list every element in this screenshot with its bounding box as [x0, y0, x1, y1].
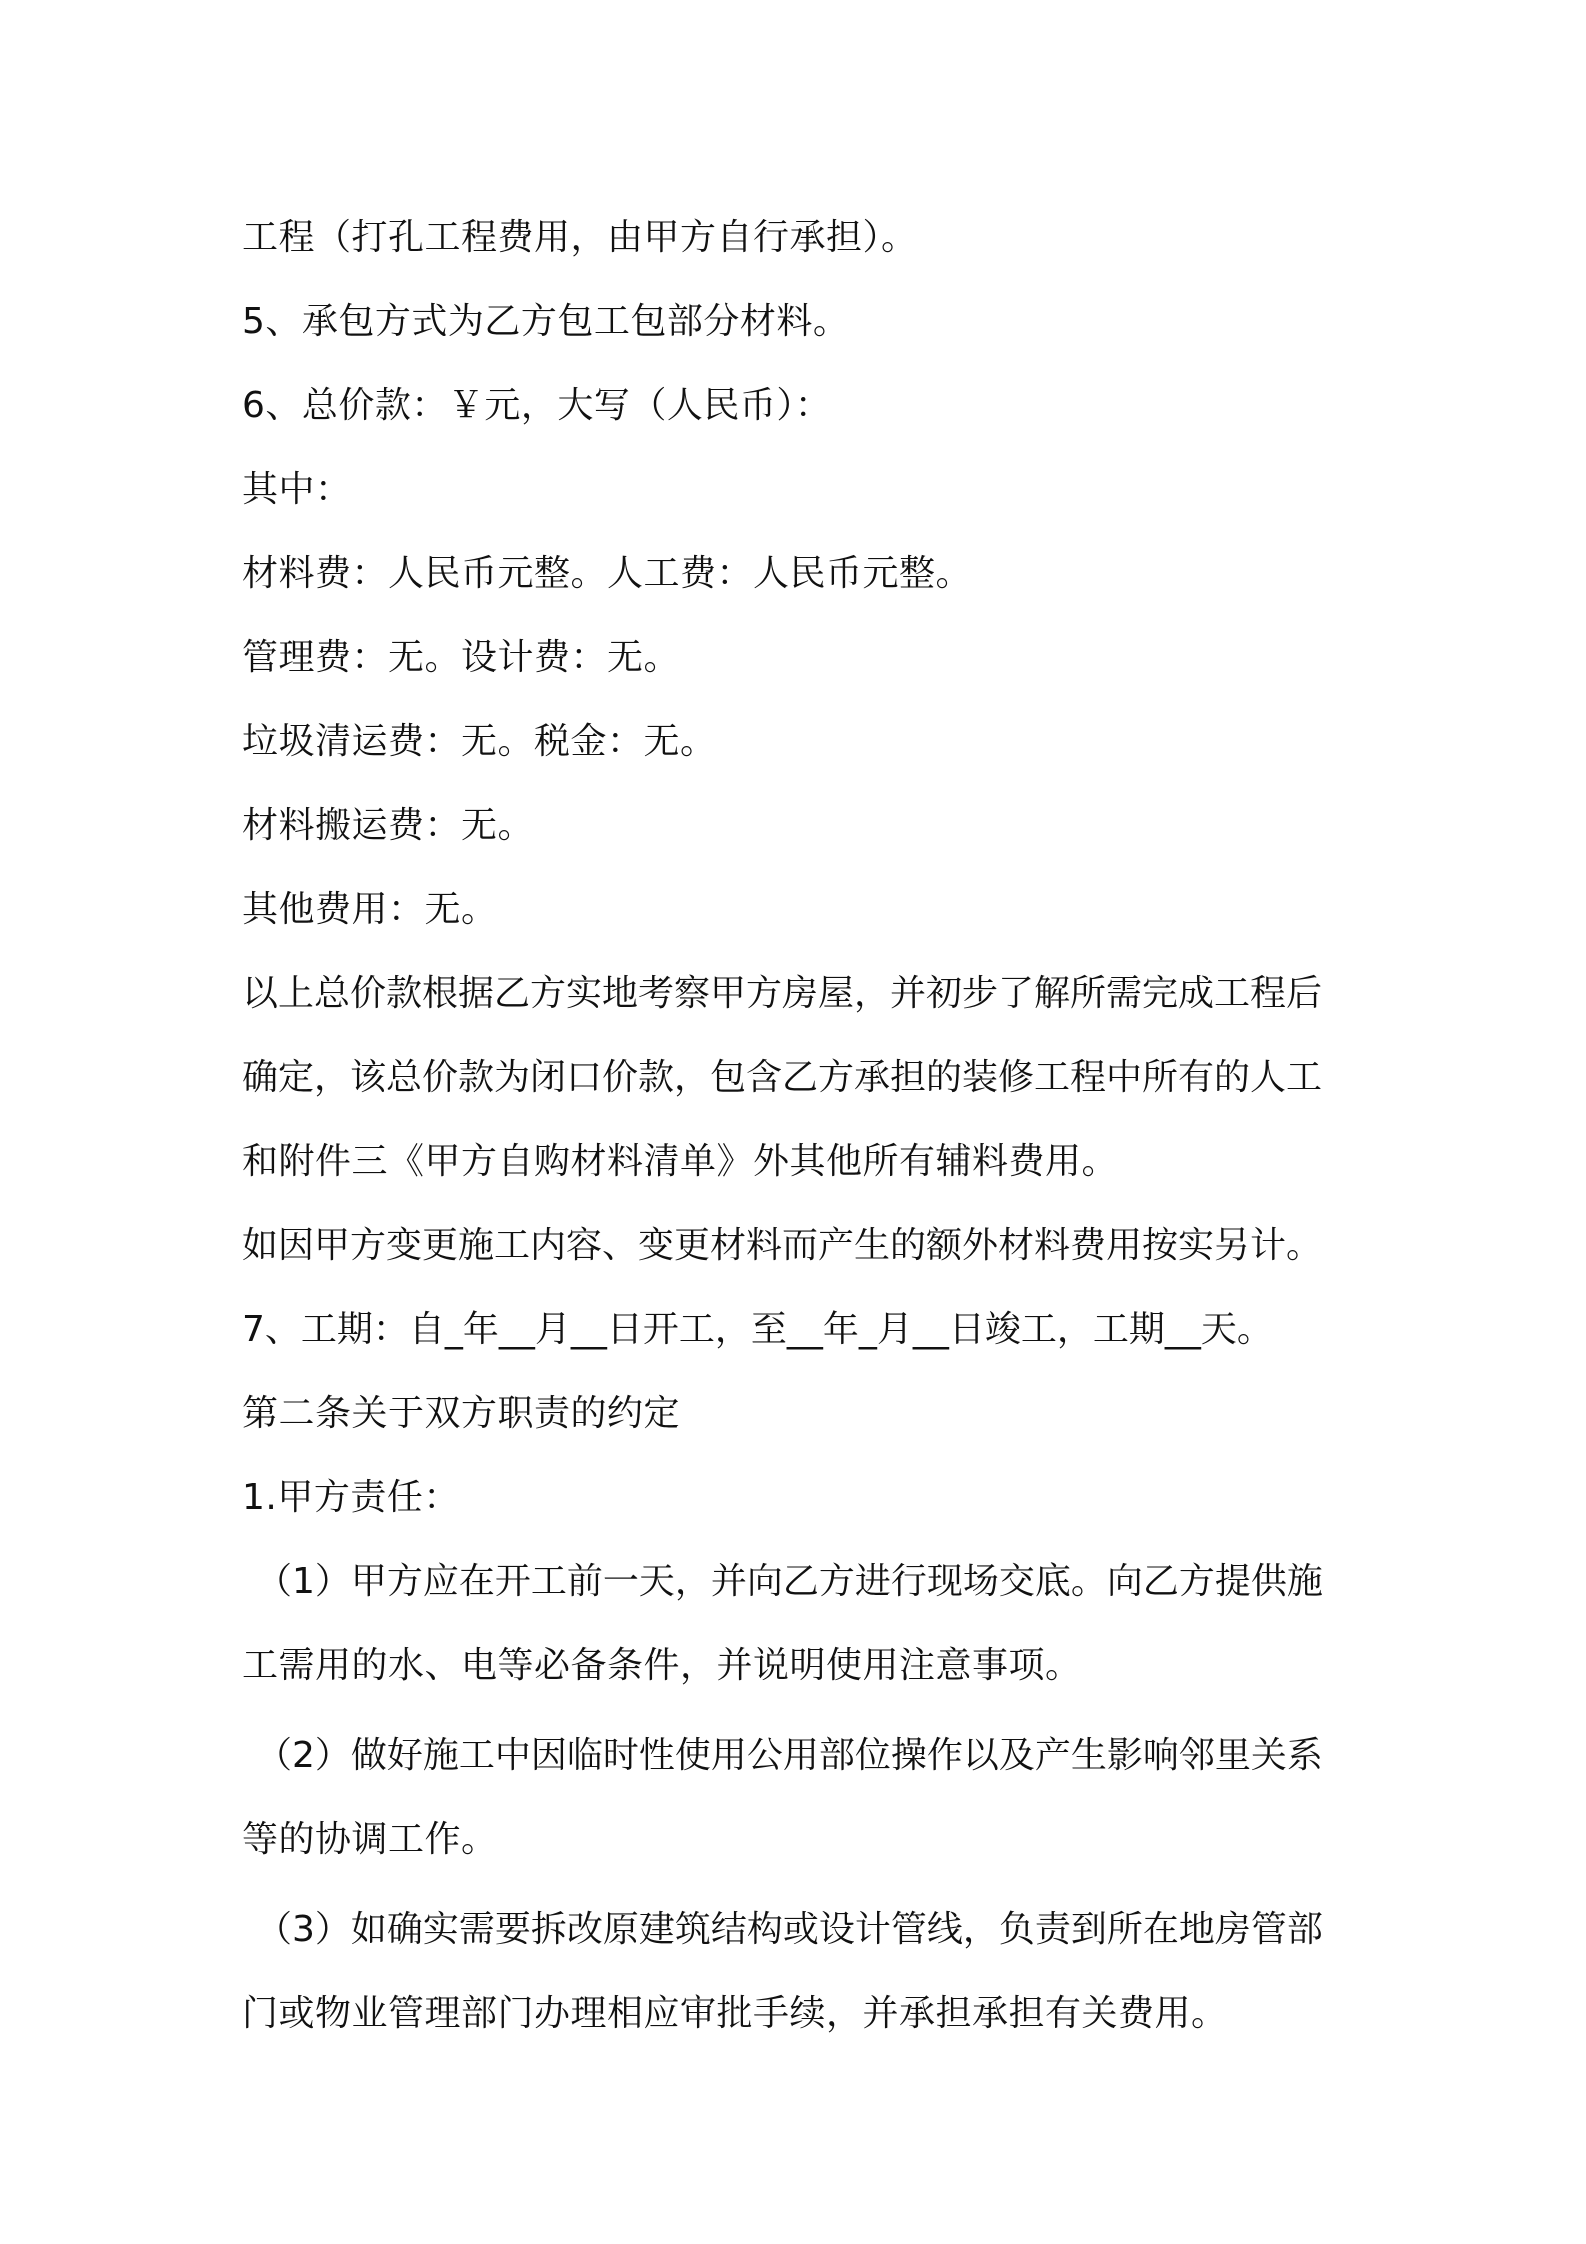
paragraph-line: 和附件三《甲方自购材料清单》外其他所有辅料费用。	[242, 1141, 1119, 1182]
paragraph-line: 管理费：无。设计费：无。	[242, 637, 681, 678]
subsection-heading: 1.甲方责任：	[242, 1477, 460, 1518]
paragraph-line: 垃圾清运费：无。税金：无。	[242, 721, 717, 762]
paragraph-line: （3）如确实需要拆改原建筑结构或设计管线，负责到所在地房管部	[256, 1909, 1323, 1950]
section-heading: 第二条关于双方职责的约定	[242, 1393, 681, 1434]
paragraph-line: 工需用的水、电等必备条件，并说明使用注意事项。	[242, 1645, 1082, 1686]
paragraph-line: （1）甲方应在开工前一天，并向乙方进行现场交底。向乙方提供施	[256, 1561, 1323, 1602]
paragraph-line: 5、承包方式为乙方包工包部分材料。	[242, 301, 850, 342]
paragraph-line: 等的协调工作。	[242, 1819, 498, 1860]
paragraph-line: （2）做好施工中因临时性使用公用部位操作以及产生影响邻里关系	[256, 1735, 1323, 1776]
paragraph-line: 门或物业管理部门办理相应审批手续，并承担承担有关费用。	[242, 1993, 1228, 2034]
paragraph-line: 如因甲方变更施工内容、变更材料而产生的额外材料费用按实另计。	[242, 1225, 1323, 1266]
paragraph-line: 7、工期：自_年__月__日开工，至__年_月__日竣工，工期__天。	[242, 1309, 1273, 1350]
paragraph-line: 工程（打孔工程费用，由甲方自行承担）。	[242, 217, 918, 258]
paragraph-line: 材料搬运费：无。	[242, 805, 535, 846]
paragraph-line: 材料费：人民币元整。人工费：人民币元整。	[242, 553, 973, 594]
contract-body	[242, 196, 1362, 2056]
paragraph-line: 6、总价款：￥元，大写（人民币）：	[242, 385, 832, 426]
paragraph-line: 其他费用：无。	[242, 889, 498, 930]
paragraph-line: 以上总价款根据乙方实地考察甲方房屋，并初步了解所需完成工程后	[242, 973, 1323, 1014]
paragraph-line: 其中：	[242, 469, 352, 510]
paragraph-line: 确定，该总价款为闭口价款，包含乙方承担的装修工程中所有的人工	[242, 1057, 1323, 1098]
